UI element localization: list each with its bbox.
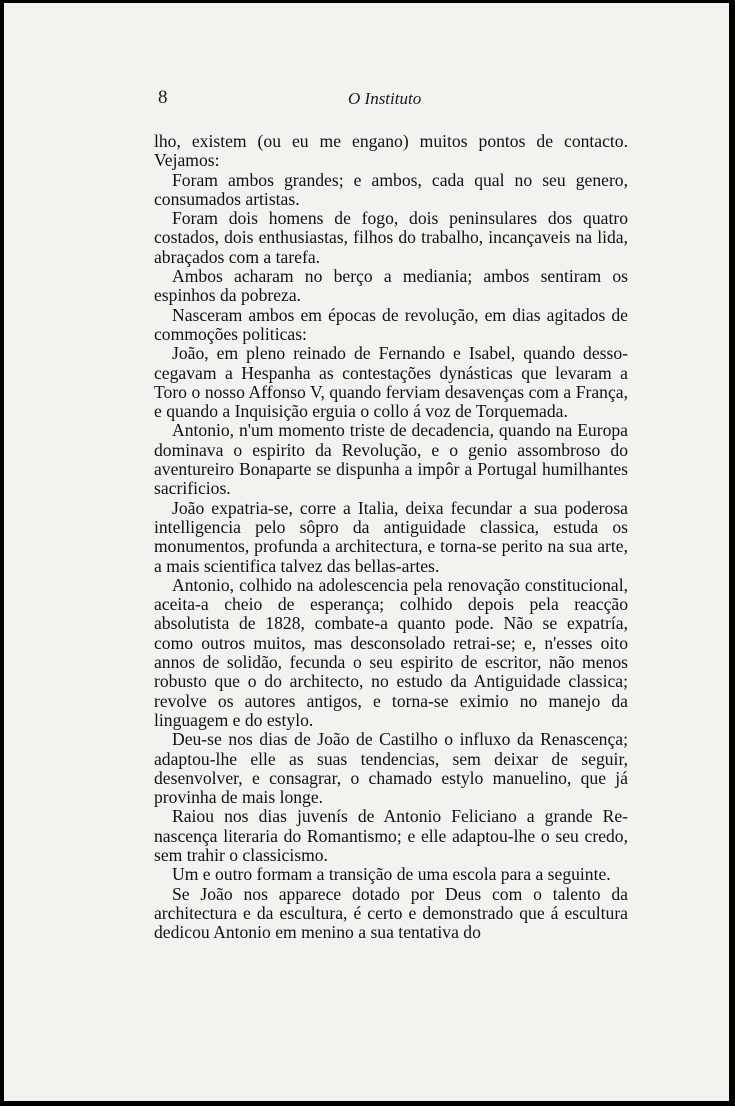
book-page bbox=[4, 3, 729, 1101]
paragraph: Raiou nos dias juvenís de Antonio Feliciano a grande Renascença literaria do Romantismo; e elle adaptou-lhe o seu credo, sem trahir o classicismo. bbox=[154, 806, 628, 865]
paragraph: João, em pleno reinado de Fernando e Isabel, quando dessocegavam a Hespanha as contestações dynásticas que levaram a Toro o nosso Affonso V, quando ferviam desavenças com a França, e quando a Inquisição erguia o collo á voz de Torquemada. bbox=[154, 343, 628, 422]
paragraph: Se João nos apparece dotado por Deus com o talento da architectura e da escultura, é certo e demonstrado que á escultura dedicou Antonio em menino a sua tentativa do bbox=[154, 883, 628, 943]
paragraph: Deu-se nos dias de João de Castilho o influxo da Renascença; adaptou-lhe elle as suas tendencias, sem deixar de seguir, desenvolver, e consagrar, o chamado estylo manuelino, que já provinha de mais longe. bbox=[154, 729, 628, 808]
paragraph: Antonio, colhido na adolescencia pela renovação constitucional, aceita-a cheio de esperança; colhido depois pela reacção absolutista de 1828, combate-a quanto pode. Não se expatría, como outros muitos, mas desconsolado retrai-se; e, n'esses oito annos de solidão, fecunda o seu espirito de escritor, não menos robusto que o do architecto, no estudo da Antiguidade classica; revolve os autores antigos, e torna-se eximio no manejo da linguagem e do estylo. bbox=[154, 574, 628, 730]
paragraph: Nasceram ambos em épocas de revolução, em dias agitados de commoções politicas: bbox=[154, 304, 628, 344]
paragraph: Foram ambos grandes; e ambos, cada qual no seu genero, consumados artistas. bbox=[154, 169, 628, 209]
paragraph: Um e outro formam a transição de uma escola para a seguinte. bbox=[172, 864, 611, 885]
paragraph: lho, existem (ou eu me engano) muitos pontos de contacto. Vejamos: bbox=[154, 131, 628, 171]
paragraph: Antonio, n'um momento triste de decadencia, quando na Europa dominava o espirito da Revolução, e o genio assombroso do aventureiro Bonaparte se dispunha a impôr a Portugal humilhantes sacrificios. bbox=[154, 420, 628, 499]
paragraph: João expatria-se, corre a Italia, deixa fecundar a sua poderosa intelligencia pelo sôpro da antiguidade classica, estuda os monumentos, profunda a architectura, e torna-se perito na sua arte, a mais scientifica talvez das bellas-artes. bbox=[154, 497, 628, 576]
paragraph: Ambos acharam no berço a mediania; ambos sentiram os espinhos da pobreza. bbox=[154, 266, 628, 306]
paragraph: Foram dois homens de fogo, dois peninsulares dos quatro costados, dois enthusiastas, filhos do trabalho, incançaveis na lida, abraçados com a tarefa. bbox=[154, 208, 628, 267]
page-number: 8 bbox=[158, 87, 168, 108]
page-header bbox=[158, 87, 628, 111]
running-title: O Instituto bbox=[348, 89, 422, 108]
body-text bbox=[154, 132, 628, 942]
